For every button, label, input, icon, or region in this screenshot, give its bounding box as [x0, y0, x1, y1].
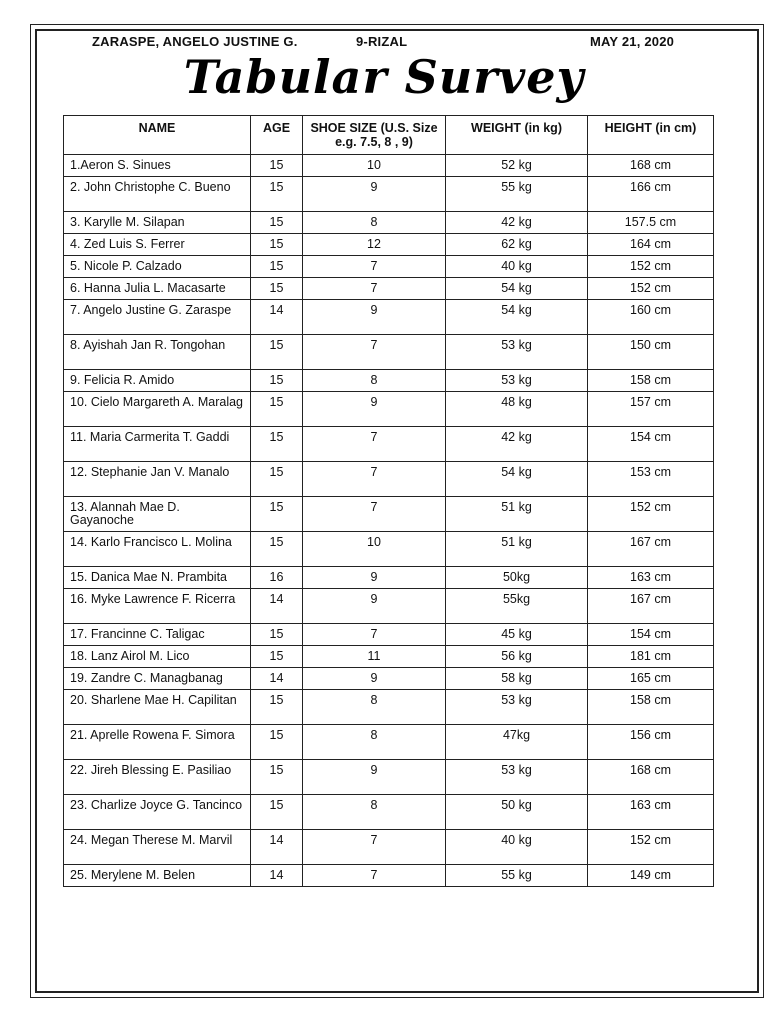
- cell-name: 22. Jireh Blessing E. Pasiliao: [64, 760, 251, 795]
- cell-height: 152 cm: [588, 256, 714, 278]
- table-row: [64, 795, 714, 830]
- cell-name: 21. Aprelle Rowena F. Simora: [64, 725, 251, 760]
- cell-name: 15. Danica Mae N. Prambita: [64, 567, 251, 589]
- cell-shoe-size: 8: [303, 370, 446, 392]
- cell-height: 152 cm: [588, 830, 714, 865]
- cell-height: 156 cm: [588, 725, 714, 760]
- cell-weight: 54 kg: [446, 278, 588, 300]
- cell-weight: 55kg: [446, 589, 588, 624]
- survey-table: [63, 115, 714, 887]
- cell-age: 15: [251, 234, 303, 256]
- cell-shoe-size: 9: [303, 668, 446, 690]
- cell-name: 20. Sharlene Mae H. Capilitan: [64, 690, 251, 725]
- cell-shoe-size: 10: [303, 532, 446, 567]
- cell-height: 150 cm: [588, 335, 714, 370]
- cell-weight: 42 kg: [446, 427, 588, 462]
- table-row: [64, 830, 714, 865]
- table-row: [64, 392, 714, 427]
- section-label: 9-RIZAL: [356, 34, 408, 49]
- cell-name: 18. Lanz Airol M. Lico: [64, 646, 251, 668]
- cell-age: 15: [251, 177, 303, 212]
- cell-weight: 54 kg: [446, 300, 588, 335]
- cell-shoe-size: 7: [303, 830, 446, 865]
- cell-height: 153 cm: [588, 462, 714, 497]
- cell-height: 158 cm: [588, 690, 714, 725]
- cell-age: 15: [251, 462, 303, 497]
- cell-height: 158 cm: [588, 370, 714, 392]
- table-row: [64, 589, 714, 624]
- cell-weight: 50 kg: [446, 795, 588, 830]
- cell-shoe-size: 11: [303, 646, 446, 668]
- cell-weight: 56 kg: [446, 646, 588, 668]
- cell-weight: 50kg: [446, 567, 588, 589]
- cell-name: 9. Felicia R. Amido: [64, 370, 251, 392]
- cell-shoe-size: 8: [303, 690, 446, 725]
- column-header-name: NAME: [64, 116, 251, 155]
- cell-weight: 53 kg: [446, 335, 588, 370]
- cell-shoe-size: 7: [303, 256, 446, 278]
- cell-name: 7. Angelo Justine G. Zaraspe: [64, 300, 251, 335]
- column-header-weight: WEIGHT (in kg): [446, 116, 588, 155]
- cell-name: 6. Hanna Julia L. Macasarte: [64, 278, 251, 300]
- cell-height: 164 cm: [588, 234, 714, 256]
- cell-age: 15: [251, 646, 303, 668]
- cell-height: 168 cm: [588, 760, 714, 795]
- cell-shoe-size: 9: [303, 300, 446, 335]
- cell-age: 15: [251, 392, 303, 427]
- cell-name: 4. Zed Luis S. Ferrer: [64, 234, 251, 256]
- cell-age: 15: [251, 795, 303, 830]
- cell-height: 167 cm: [588, 589, 714, 624]
- cell-weight: 54 kg: [446, 462, 588, 497]
- cell-shoe-size: 9: [303, 567, 446, 589]
- cell-height: 154 cm: [588, 427, 714, 462]
- table-row: [64, 370, 714, 392]
- cell-height: 154 cm: [588, 624, 714, 646]
- cell-age: 14: [251, 865, 303, 887]
- table-body: [64, 155, 714, 887]
- cell-age: 15: [251, 725, 303, 760]
- cell-name: 3. Karylle M. Silapan: [64, 212, 251, 234]
- cell-age: 15: [251, 624, 303, 646]
- date-label: MAY 21, 2020: [590, 34, 675, 49]
- cell-height: 149 cm: [588, 865, 714, 887]
- cell-age: 15: [251, 532, 303, 567]
- table-row: [64, 532, 714, 567]
- cell-weight: 62 kg: [446, 234, 588, 256]
- cell-name: 17. Francinne C. Taligac: [64, 624, 251, 646]
- cell-height: 160 cm: [588, 300, 714, 335]
- table-row: [64, 278, 714, 300]
- cell-weight: 42 kg: [446, 212, 588, 234]
- cell-weight: 53 kg: [446, 370, 588, 392]
- cell-height: 167 cm: [588, 532, 714, 567]
- cell-weight: 48 kg: [446, 392, 588, 427]
- cell-shoe-size: 7: [303, 335, 446, 370]
- cell-weight: 53 kg: [446, 690, 588, 725]
- cell-height: 152 cm: [588, 497, 714, 532]
- cell-shoe-size: 8: [303, 212, 446, 234]
- cell-age: 15: [251, 370, 303, 392]
- table-row: [64, 177, 714, 212]
- cell-age: 15: [251, 497, 303, 532]
- cell-name: 25. Merylene M. Belen: [64, 865, 251, 887]
- cell-age: 16: [251, 567, 303, 589]
- cell-age: 15: [251, 212, 303, 234]
- table-row: [64, 497, 714, 532]
- cell-weight: 58 kg: [446, 668, 588, 690]
- cell-weight: 47kg: [446, 725, 588, 760]
- table-row: [64, 690, 714, 725]
- page-title: Tabular Survey: [183, 50, 585, 104]
- cell-weight: 55 kg: [446, 177, 588, 212]
- column-header-shoe-size: SHOE SIZE (U.S. Size e.g. 7.5, 8 , 9): [303, 116, 446, 155]
- student-name: ZARASPE, ANGELO JUSTINE G.: [92, 34, 298, 49]
- cell-weight: 51 kg: [446, 497, 588, 532]
- cell-height: 168 cm: [588, 155, 714, 177]
- cell-weight: 55 kg: [446, 865, 588, 887]
- cell-shoe-size: 7: [303, 624, 446, 646]
- cell-age: 14: [251, 668, 303, 690]
- cell-name: 23. Charlize Joyce G. Tancinco: [64, 795, 251, 830]
- cell-weight: 40 kg: [446, 830, 588, 865]
- table-row: [64, 462, 714, 497]
- table-row: [64, 668, 714, 690]
- cell-name: 16. Myke Lawrence F. Ricerra: [64, 589, 251, 624]
- cell-height: 163 cm: [588, 795, 714, 830]
- cell-age: 14: [251, 830, 303, 865]
- table-row: [64, 567, 714, 589]
- cell-height: 181 cm: [588, 646, 714, 668]
- cell-age: 14: [251, 589, 303, 624]
- cell-height: 152 cm: [588, 278, 714, 300]
- cell-shoe-size: 9: [303, 392, 446, 427]
- cell-height: 163 cm: [588, 567, 714, 589]
- cell-age: 15: [251, 278, 303, 300]
- cell-shoe-size: 7: [303, 462, 446, 497]
- cell-age: 15: [251, 427, 303, 462]
- cell-name: 10. Cielo Margareth A. Maralag: [64, 392, 251, 427]
- table-row: [64, 212, 714, 234]
- cell-age: 14: [251, 300, 303, 335]
- cell-weight: 53 kg: [446, 760, 588, 795]
- table-row: [64, 234, 714, 256]
- cell-name: 24. Megan Therese M. Marvil: [64, 830, 251, 865]
- cell-age: 15: [251, 155, 303, 177]
- cell-shoe-size: 7: [303, 427, 446, 462]
- cell-name: 12. Stephanie Jan V. Manalo: [64, 462, 251, 497]
- column-header-height: HEIGHT (in cm): [588, 116, 714, 155]
- cell-weight: 52 kg: [446, 155, 588, 177]
- cell-shoe-size: 9: [303, 589, 446, 624]
- cell-height: 165 cm: [588, 668, 714, 690]
- cell-shoe-size: 7: [303, 278, 446, 300]
- cell-weight: 51 kg: [446, 532, 588, 567]
- table-row: [64, 256, 714, 278]
- cell-shoe-size: 7: [303, 497, 446, 532]
- cell-name: 11. Maria Carmerita T. Gaddi: [64, 427, 251, 462]
- cell-shoe-size: 9: [303, 760, 446, 795]
- cell-name: 13. Alannah Mae D. Gayanoche: [64, 497, 251, 532]
- cell-weight: 45 kg: [446, 624, 588, 646]
- cell-shoe-size: 8: [303, 795, 446, 830]
- cell-name: 1.Aeron S. Sinues: [64, 155, 251, 177]
- cell-age: 15: [251, 335, 303, 370]
- cell-height: 157.5 cm: [588, 212, 714, 234]
- cell-shoe-size: 8: [303, 725, 446, 760]
- table-row: [64, 865, 714, 887]
- table-row: [64, 760, 714, 795]
- table-row: [64, 300, 714, 335]
- table-header-row: [64, 116, 714, 155]
- table-row: [64, 624, 714, 646]
- cell-height: 166 cm: [588, 177, 714, 212]
- table-row: [64, 335, 714, 370]
- cell-age: 15: [251, 256, 303, 278]
- table-row: [64, 427, 714, 462]
- cell-name: 2. John Christophe C. Bueno: [64, 177, 251, 212]
- column-header-age: AGE: [251, 116, 303, 155]
- cell-height: 157 cm: [588, 392, 714, 427]
- table-row: [64, 646, 714, 668]
- cell-shoe-size: 10: [303, 155, 446, 177]
- cell-age: 15: [251, 690, 303, 725]
- table-row: [64, 155, 714, 177]
- cell-name: 8. Ayishah Jan R. Tongohan: [64, 335, 251, 370]
- cell-shoe-size: 7: [303, 865, 446, 887]
- cell-age: 15: [251, 760, 303, 795]
- cell-name: 14. Karlo Francisco L. Molina: [64, 532, 251, 567]
- cell-name: 19. Zandre C. Managbanag: [64, 668, 251, 690]
- cell-shoe-size: 12: [303, 234, 446, 256]
- cell-weight: 40 kg: [446, 256, 588, 278]
- cell-shoe-size: 9: [303, 177, 446, 212]
- table-row: [64, 725, 714, 760]
- cell-name: 5. Nicole P. Calzado: [64, 256, 251, 278]
